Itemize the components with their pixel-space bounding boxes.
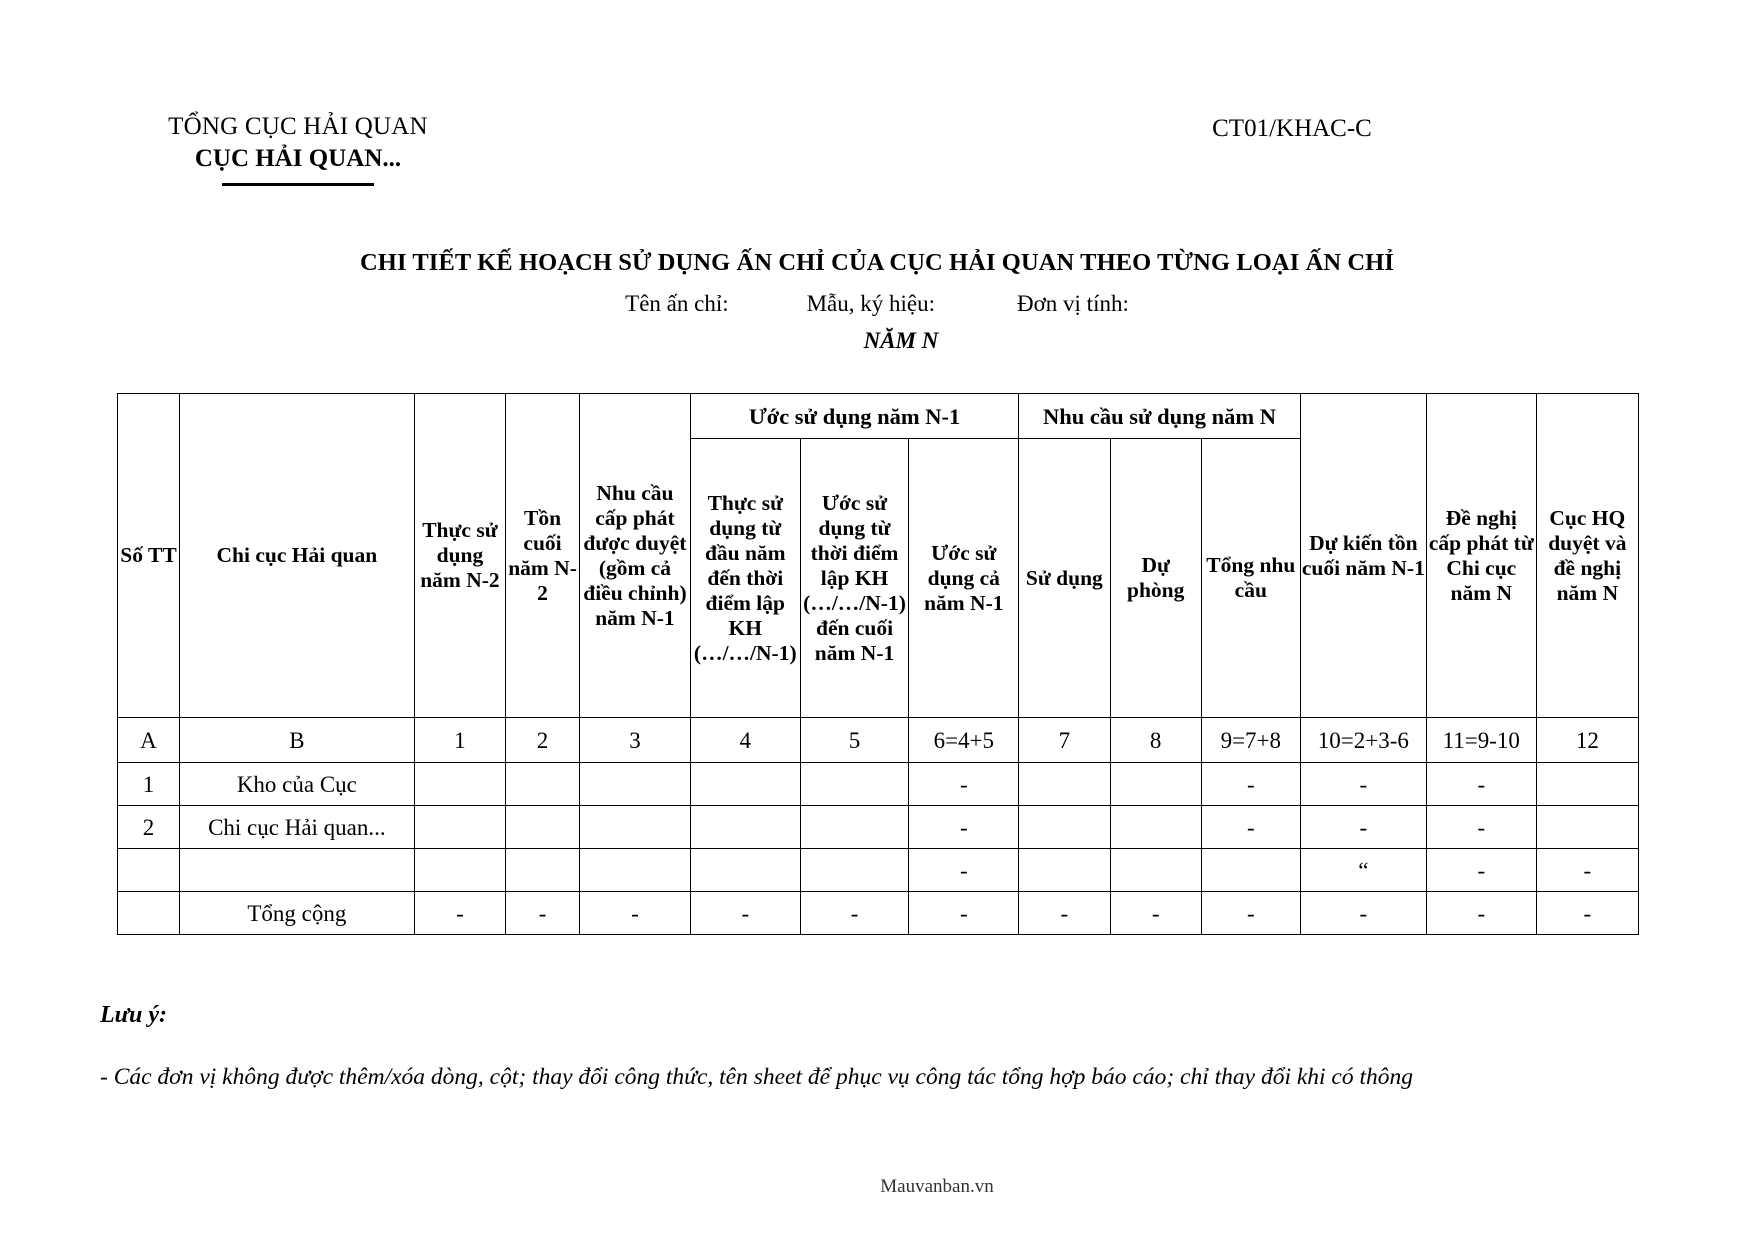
total-value-c3: - (580, 892, 691, 935)
org-name-general: TỔNG CỤC HẢI QUAN (168, 113, 428, 140)
spacer-1 (729, 290, 807, 318)
row-value-c10[interactable]: - (1300, 763, 1426, 806)
row-value-c8[interactable] (1110, 849, 1201, 892)
row-value-c10[interactable]: “ (1300, 849, 1426, 892)
row-value-c1[interactable] (414, 849, 505, 892)
row-value-c4[interactable] (690, 806, 800, 849)
table-total-row (118, 892, 1639, 935)
header-du-phong: Dự phòng (1110, 439, 1201, 718)
code-c2: 2 (506, 718, 580, 763)
row-value-c4[interactable] (690, 763, 800, 806)
row-value-c3[interactable] (580, 849, 691, 892)
row-value-c7[interactable] (1019, 806, 1110, 849)
total-value-c5: - (800, 892, 909, 935)
total-value-c7: - (1019, 892, 1110, 935)
code-c8: 8 (1110, 718, 1201, 763)
page-title: CHI TIẾT KẾ HOẠCH SỬ DỤNG ẤN CHỈ CỦA CỤC HẢI QUAN THEO TỪNG LOẠI ẤN CHỈ (360, 249, 1394, 276)
code-c4: 4 (690, 718, 800, 763)
header-thuc-su-dung-tu-dau-nam: Thực sử dụng từ đầu năm đến thời điểm lập KH (…/…/N-1) (690, 439, 800, 718)
row-value-c2[interactable] (506, 849, 580, 892)
header-nhu-cau-cap-phat-duoc-duyet: Nhu cầu cấp phát được duyệt (gồm cả điều chỉnh) năm N-1 (580, 394, 691, 718)
header-su-dung: Sử dụng (1019, 439, 1110, 718)
header-ton-cuoi-nam-n2: Tồn cuối năm N-2 (506, 394, 580, 718)
row-value-c8[interactable] (1110, 806, 1201, 849)
document-header (0, 112, 1754, 202)
title-block (0, 248, 1754, 354)
row-value-c11[interactable]: - (1426, 806, 1536, 849)
row-stt: 2 (118, 806, 180, 849)
table-column-code-row (118, 718, 1639, 763)
code-c11: 11=9-10 (1426, 718, 1536, 763)
form-code-text: CT01/KHAC-C (1212, 115, 1372, 142)
row-name: Kho của Cục (179, 763, 414, 806)
form-code (0, 114, 1754, 144)
total-value-c9: - (1201, 892, 1300, 935)
row-value-c6[interactable]: - (909, 806, 1019, 849)
plan-detail-table (117, 393, 1639, 935)
header-thuc-su-dung-nam-n2: Thực sử dụng năm N-2 (414, 394, 505, 718)
row-value-c9[interactable]: - (1201, 806, 1300, 849)
notes-section (100, 1000, 1720, 1092)
row-value-c12[interactable] (1536, 763, 1638, 806)
field-don-vi-tinh: Đơn vị tính: (1017, 291, 1129, 316)
total-value-c6: - (909, 892, 1019, 935)
row-value-c11[interactable]: - (1426, 849, 1536, 892)
row-stt: 1 (118, 763, 180, 806)
code-stt: A (118, 718, 180, 763)
org-underline-rule (222, 183, 374, 186)
header-stt: Số TT (118, 394, 180, 718)
org-name-department: CỤC HẢI QUAN... (194, 145, 402, 172)
table-row[interactable] (118, 849, 1639, 892)
row-value-c4[interactable] (690, 849, 800, 892)
code-c7: 7 (1019, 718, 1110, 763)
total-label: Tổng cộng (179, 892, 414, 935)
header-cuc-hq-duyet-va-de-nghi: Cục HQ duyệt và đề nghị năm N (1536, 394, 1638, 718)
row-value-c6[interactable]: - (909, 849, 1019, 892)
header-tong-nhu-cau: Tổng nhu cầu (1201, 439, 1300, 718)
code-c3: 3 (580, 718, 691, 763)
row-value-c7[interactable] (1019, 849, 1110, 892)
header-uoc-su-dung-tu-thoi-diem-lap-kh: Ước sử dụng từ thời điểm lập KH (…/…/N-1) đến cuối năm N-1 (800, 439, 909, 718)
row-value-c5[interactable] (800, 806, 909, 849)
row-value-c8[interactable] (1110, 763, 1201, 806)
title-fields-row (0, 290, 1754, 318)
row-value-c12[interactable] (1536, 806, 1638, 849)
notes-line-1: - Các đơn vị không được thêm/xóa dòng, cột; thay đổi công thức, tên sheet để phục vụ công tác tổng hợp báo cáo; chỉ thay đổi khi có thông (100, 1064, 1414, 1090)
row-value-c5[interactable] (800, 763, 909, 806)
total-value-c2: - (506, 892, 580, 935)
total-value-c8: - (1110, 892, 1201, 935)
row-value-c9[interactable]: - (1201, 763, 1300, 806)
code-c10: 10=2+3-6 (1300, 718, 1426, 763)
row-value-c7[interactable] (1019, 763, 1110, 806)
row-name (179, 849, 414, 892)
row-value-c6[interactable]: - (909, 763, 1019, 806)
total-value-c4: - (690, 892, 800, 935)
field-ten-an-chi: Tên ấn chỉ: (625, 291, 729, 316)
header-chi-cuc-hai-quan: Chi cục Hải quan (179, 394, 414, 718)
watermark-text: Mauvanban.vn (880, 1176, 994, 1197)
code-c5: 5 (800, 718, 909, 763)
row-value-c10[interactable]: - (1300, 806, 1426, 849)
total-value-c1: - (414, 892, 505, 935)
row-value-c3[interactable] (580, 806, 691, 849)
notes-title: Lưu ý: (100, 1002, 168, 1028)
code-c1: 1 (414, 718, 505, 763)
code-c9: 9=7+8 (1201, 718, 1300, 763)
row-stt (118, 849, 180, 892)
row-value-c1[interactable] (414, 806, 505, 849)
group-header-uoc-su-dung-nam-n1: Ước sử dụng năm N-1 (690, 394, 1018, 439)
row-value-c2[interactable] (506, 763, 580, 806)
row-value-c12[interactable]: - (1536, 849, 1638, 892)
table-container (117, 393, 1639, 935)
code-c6: 6=4+5 (909, 718, 1019, 763)
code-c12: 12 (1536, 718, 1638, 763)
total-value-c12: - (1536, 892, 1638, 935)
row-value-c1[interactable] (414, 763, 505, 806)
total-stt (118, 892, 180, 935)
header-de-nghi-cap-phat-tu-chi-cuc: Đề nghị cấp phát từ Chi cục năm N (1426, 394, 1536, 718)
header-uoc-su-dung-ca-nam-n1: Ước sử dụng cả năm N-1 (909, 439, 1019, 718)
field-mau-ky-hieu: Mẫu, ký hiệu: (806, 291, 936, 316)
total-value-c10: - (1300, 892, 1426, 935)
group-header-nhu-cau-su-dung-nam-n: Nhu cầu sử dụng năm N (1019, 394, 1301, 439)
row-value-c11[interactable]: - (1426, 763, 1536, 806)
row-value-c3[interactable] (580, 763, 691, 806)
row-name: Chi cục Hải quan... (179, 806, 414, 849)
code-chi-cuc: B (179, 718, 414, 763)
year-label: NĂM N (863, 328, 939, 353)
row-value-c2[interactable] (506, 806, 580, 849)
table-group-header-row (118, 394, 1639, 439)
total-value-c11: - (1426, 892, 1536, 935)
table-row[interactable] (118, 763, 1639, 806)
table-row[interactable] (118, 806, 1639, 849)
footer-watermark (0, 1176, 1754, 1198)
header-du-kien-ton-cuoi-nam-n1: Dự kiến tồn cuối năm N-1 (1300, 394, 1426, 718)
row-value-c9[interactable] (1201, 849, 1300, 892)
spacer-2 (935, 290, 1017, 318)
row-value-c5[interactable] (800, 849, 909, 892)
